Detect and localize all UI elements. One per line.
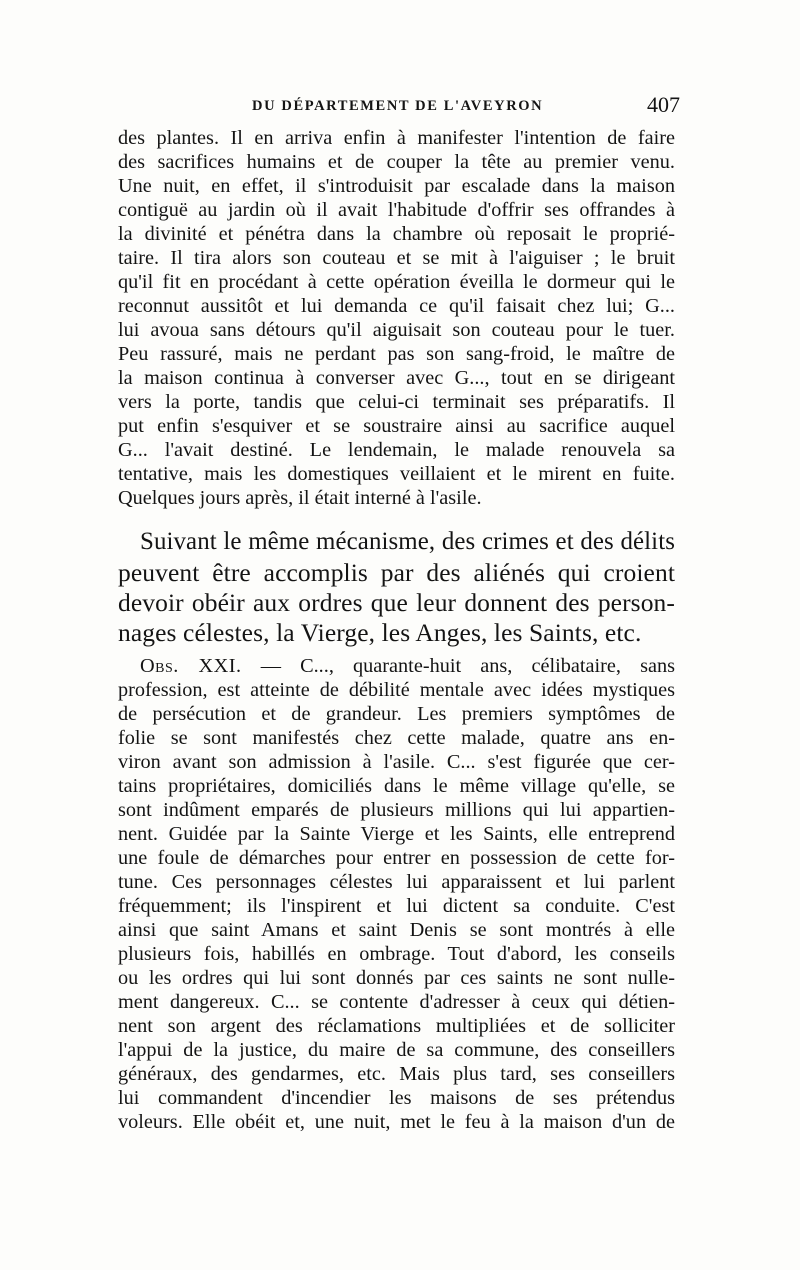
text-line: sont indûment emparés de plusieurs millions qui lui appartien- [118,799,675,821]
text-line: put enfin s'esquiver et se soustraire ainsi au sacrifice auquel [118,415,675,437]
text-line: folie se sont manifestés chez cette malade, quatre ans en- [118,727,675,749]
text-line: Une nuit, en effet, il s'introduisit par escalade dans la maison [118,175,675,197]
text-line: nent son argent des réclamations multipliées et de solliciter [118,1015,675,1037]
text-line: tains propriétaires, domiciliés dans le même village qu'elle, se [118,775,675,797]
text-line: viron avant son admission à l'asile. C... s'est figurée que cer- [118,751,675,773]
observation-label: Obs. XXI. [140,655,242,677]
text-line: de persécution et de grandeur. Les premiers symptômes de [118,703,675,725]
text-line: peuvent être accomplis par des aliénés qui croient [118,558,675,587]
text-line: contiguë au jardin où il avait l'habitude d'offrir ses offrandes à [118,199,675,221]
text-line: nages célestes, la Vierge, les Anges, les Saints, etc. [118,618,642,647]
page-number: 407 [647,92,680,117]
text-line: G... l'avait destiné. Le lendemain, le malade renouvela sa [118,439,675,461]
text-line: tentative, mais les domestiques veillaient et le mirent en fuite. [118,463,675,485]
observation-intro: — C..., quarante-huit ans, célibataire, sans [241,655,675,677]
text-line: profession, est atteinte de débilité mentale avec idées mystiques [118,679,675,701]
text-line: lui commandent d'incendier les maisons de ses prétendus [118,1087,675,1109]
text-line: nent. Guidée par la Sainte Vierge et les Saints, elle entreprend [118,823,675,845]
text-line: l'appui de la justice, du maire de sa commune, des conseillers [118,1039,675,1061]
text-line: généraux, des gendarmes, etc. Mais plus tard, ses conseillers [118,1063,675,1085]
text-line: Peu rassuré, mais ne perdant pas son sang-froid, le maître de [118,343,675,365]
text-line: la divinité et pénétra dans la chambre où reposait le proprié- [118,223,675,245]
running-title: DU DÉPARTEMENT DE L'AVEYRON [252,98,544,114]
text-line: plusieurs fois, habillés en ombrage. Tout d'abord, les conseils [118,943,675,965]
text-line: Suivant le même mécanisme, des crimes et des délits [140,528,675,555]
text-line: tune. Ces personnages célestes lui apparaissent et lui parlent [118,871,675,893]
text-line: voleurs. Elle obéit et, une nuit, met le feu à la maison d'un de [118,1111,675,1133]
running-header [120,92,680,122]
text-line: la maison continua à converser avec G..., tout en se dirigeant [118,367,675,389]
text-line: qu'il fit en procédant à cette opération éveilla le dormeur qui le [118,271,675,293]
text-line: devoir obéir aux ordres que leur donnent des person- [118,588,675,617]
text-line: des sacrifices humains et de couper la tête au premier venu. [118,151,675,173]
text-line: des plantes. Il en arriva enfin à manifester l'intention de faire [118,127,675,149]
text-line: ment dangereux. C... se contente d'adresser à ceux qui détien- [118,991,675,1013]
text-line: fréquemment; ils l'inspirent et lui dictent sa conduite. C'est [118,895,675,917]
text-line: ou les ordres qui lui sont donnés par ces saints ne sont nulle- [118,967,675,989]
text-line: Quelques jours après, il était interné à l'asile. [118,487,482,509]
text-line: taire. Il tira alors son couteau et se mit à l'aiguiser ; le bruit [118,247,675,269]
text-line: lui avoua sans détours qu'il aiguisait son couteau pour le tuer. [118,319,675,341]
text-line: vers la porte, tandis que celui-ci terminait ses préparatifs. Il [118,391,675,413]
text-line [118,655,675,678]
text-line: ainsi que saint Amans et saint Denis se sont montrés à elle [118,919,675,941]
text-line: une foule de démarches pour entrer en possession de cette for- [118,847,675,869]
text-line: reconnut aussitôt et lui demanda ce qu'il faisait chez lui; G... [118,295,675,317]
